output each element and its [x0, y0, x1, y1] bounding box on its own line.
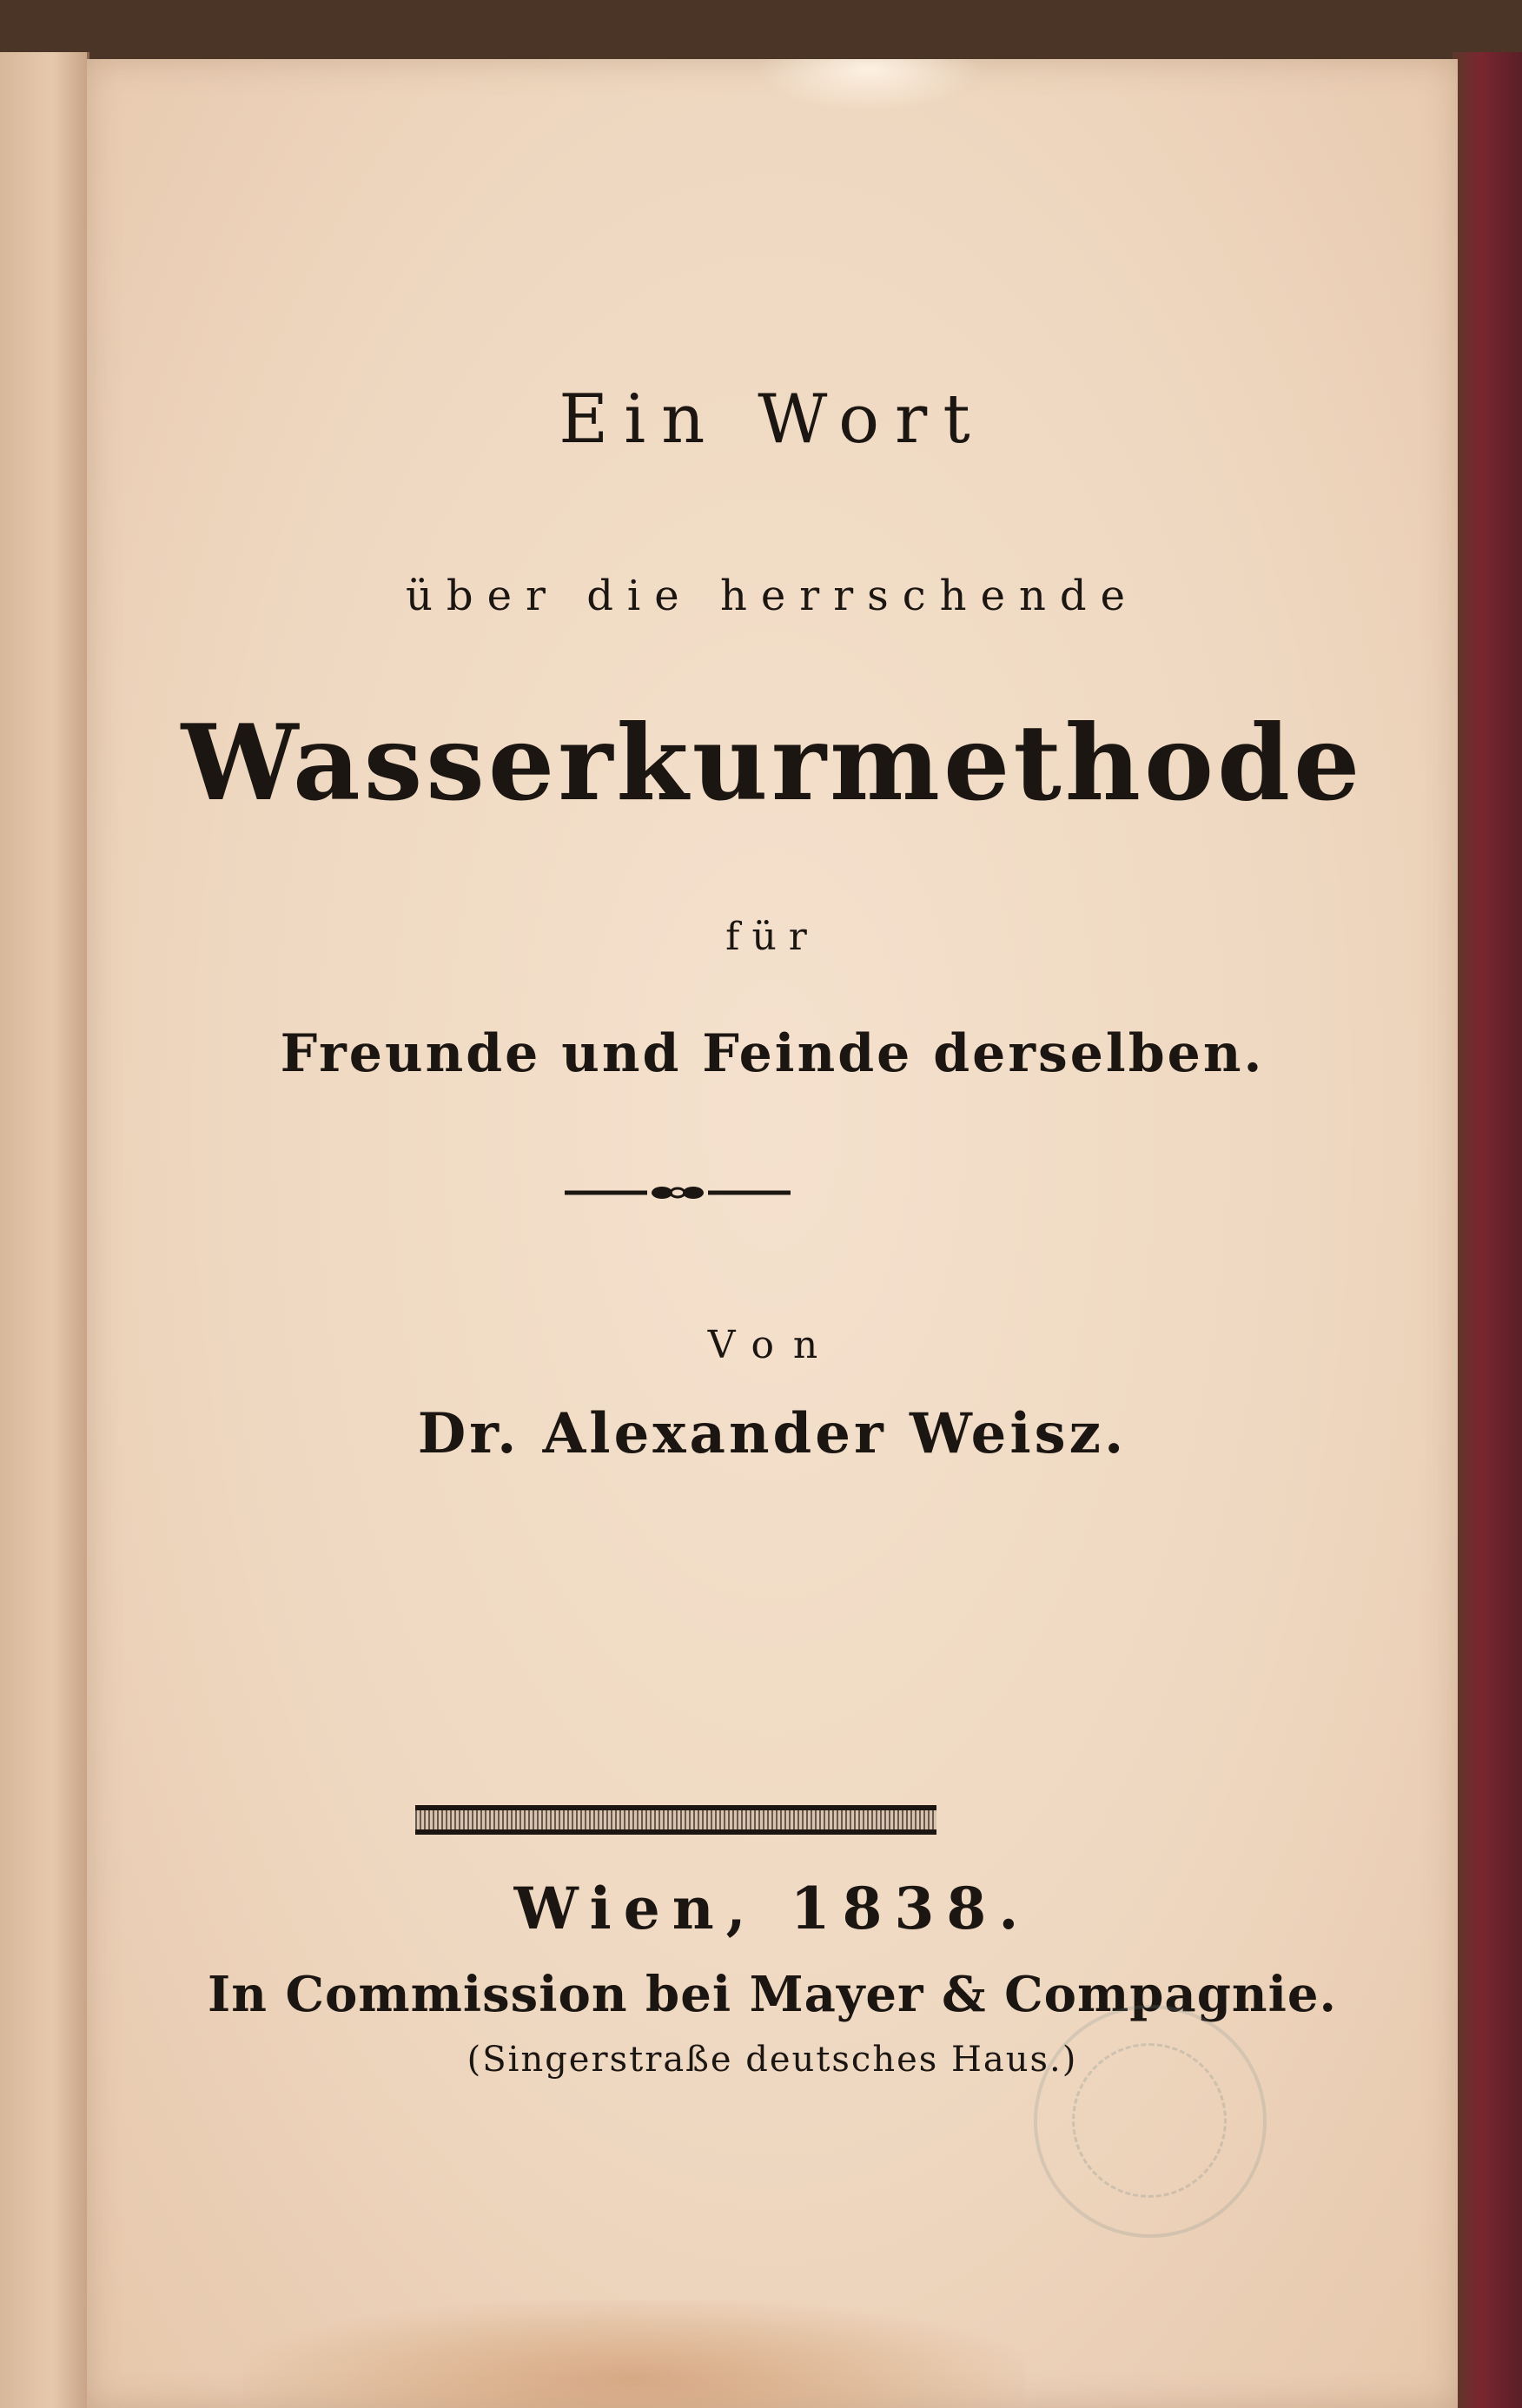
- author-name: Dr. Alexander Weisz.: [417, 1401, 1128, 1466]
- publisher-address: (Singerstraße deutsches Haus.): [467, 2040, 1078, 2080]
- library-stamp: [1034, 2005, 1267, 2238]
- publisher-line: In Commission bei Mayer & Compagnie.: [208, 1966, 1337, 2023]
- title-page: [87, 59, 1458, 2408]
- facing-page-edge: [0, 52, 89, 2408]
- paper-tear: [756, 59, 982, 111]
- place-and-year: Wien, 1838.: [513, 1875, 1031, 1942]
- main-title: Wasserkurmethode: [181, 702, 1364, 824]
- subtitle: Freunde und Feinde derselben.: [280, 1023, 1265, 1084]
- book-cover-edge: [1453, 52, 1522, 2408]
- title-line-4: für: [725, 915, 819, 959]
- title-line-2: über die herrschende: [405, 572, 1140, 620]
- water-stain: [243, 2300, 1025, 2408]
- horizontal-rule: [415, 1805, 936, 1835]
- by-line: Von: [707, 1323, 837, 1367]
- ornament-divider: [565, 1184, 791, 1201]
- title-line-1: Ein Wort: [559, 380, 986, 459]
